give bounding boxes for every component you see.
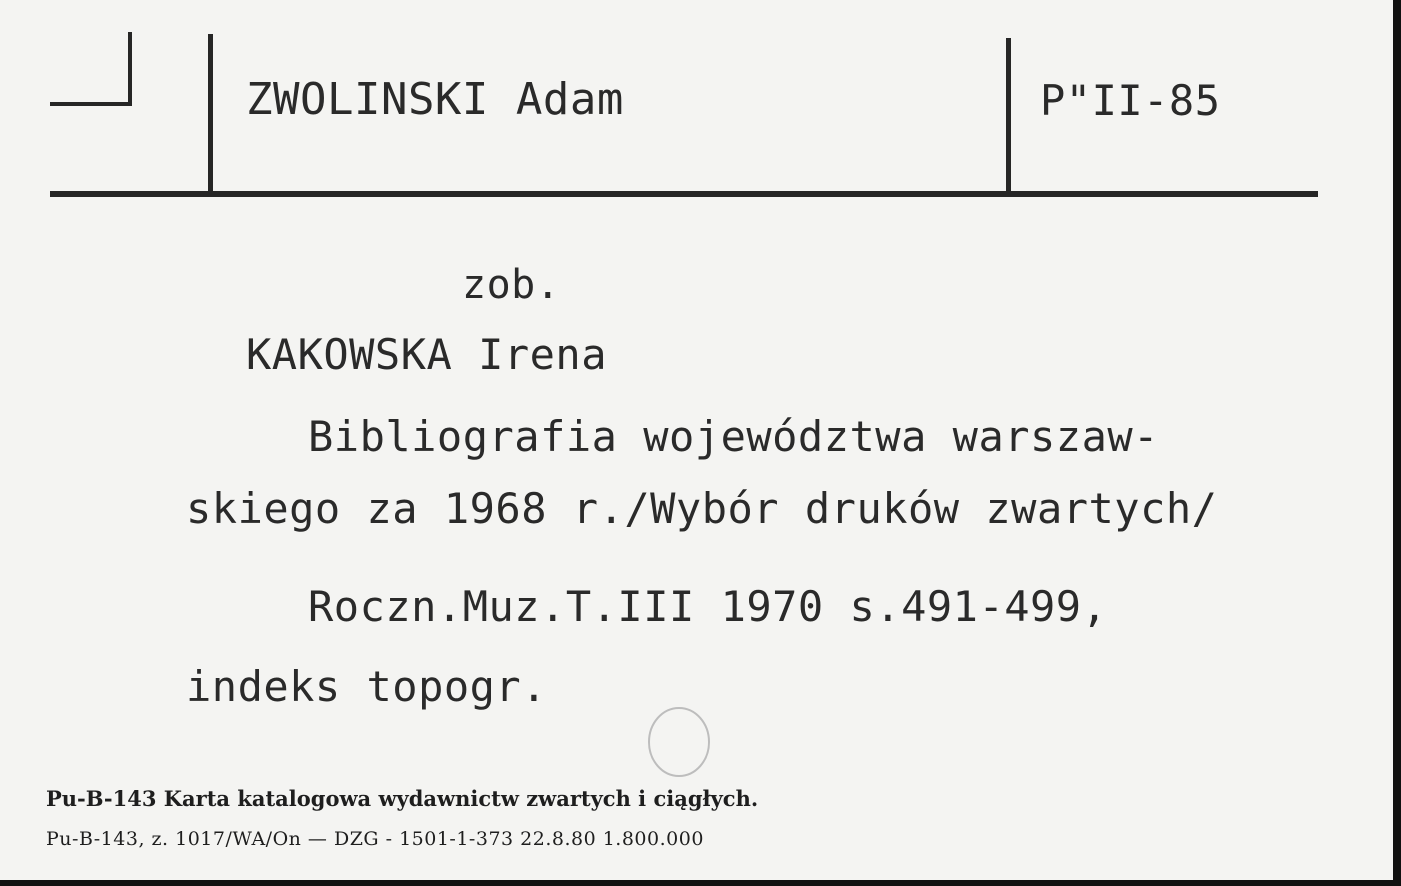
call-number: P"II-85 bbox=[1040, 76, 1221, 125]
form-title: Pu-B-143 Karta katalogowa wydawnictw zwartych i ciągłych. bbox=[46, 786, 759, 811]
title-line-2: skiego za 1968 r./Wybór druków zwartych/ bbox=[186, 484, 1218, 533]
corner-mark-horizontal bbox=[50, 102, 132, 106]
source-line-1: Roczn.Muz.T.III 1970 s.491-499, bbox=[308, 582, 1108, 631]
source-line-2: indeks topogr. bbox=[186, 662, 548, 711]
print-details: Pu-B-143, z. 1017/WA/On — DZG - 1501-1-373 22.8.80 1.800.000 bbox=[46, 828, 704, 850]
title-line-1: Bibliografia województwa warszaw- bbox=[308, 412, 1159, 461]
punch-hole-mark bbox=[644, 702, 714, 782]
header-rule bbox=[50, 191, 1318, 197]
corner-mark-vertical bbox=[128, 32, 132, 106]
heading-name: ZWOLINSKI Adam bbox=[246, 74, 624, 125]
header-divider-right bbox=[1006, 38, 1011, 196]
header-divider-left bbox=[208, 34, 213, 194]
see-reference: zob. bbox=[462, 262, 561, 308]
author-name: KAKOWSKA Irena bbox=[246, 330, 608, 379]
